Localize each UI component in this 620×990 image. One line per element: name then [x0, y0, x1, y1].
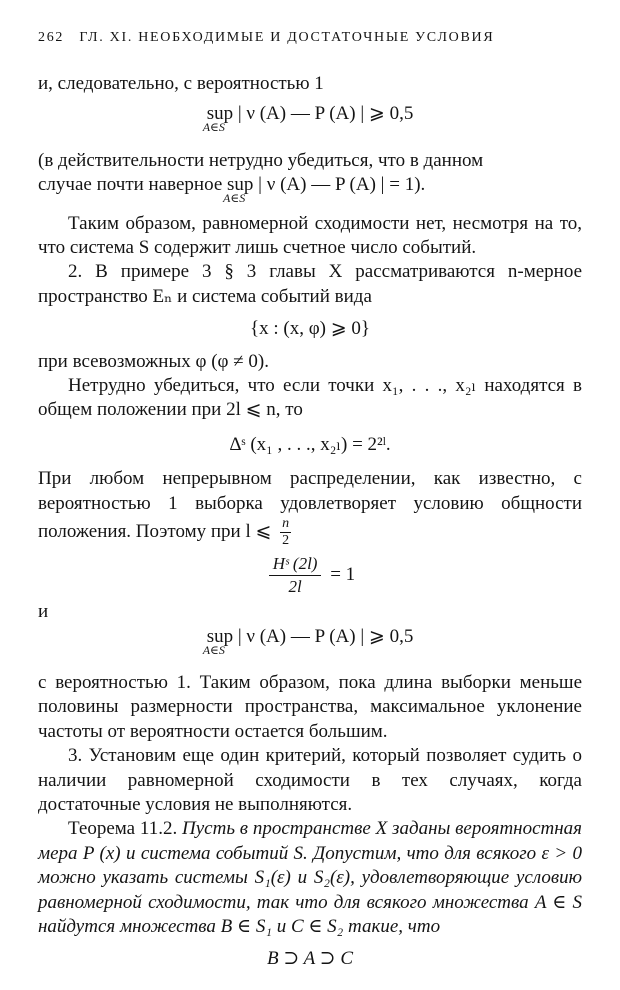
paragraph-2-line-2	[38, 173, 582, 206]
paragraph-8: и	[38, 601, 49, 623]
formula-growth-ratio	[38, 553, 582, 598]
growth-denominator: 2l	[288, 577, 302, 597]
chapter-title: ГЛ. XI. НЕОБХОДИМЫЕ И ДОСТАТОЧНЫЕ УСЛОВИЯ	[79, 30, 495, 45]
growth-numerator: Hˢ (2l)	[269, 553, 322, 576]
paragraph-7-text: При любом непрерывном распределении, как известно, с вероятностью 1 выборка удовлетворяет условию общности положения. Поэтому при l ⩽	[38, 468, 582, 542]
theorem-11-2	[38, 817, 582, 939]
paragraph-1: и, следовательно, с вероятностью 1	[38, 73, 324, 94]
paragraph-2-line-2-text: случае почти наверное	[38, 174, 223, 196]
paragraph-2-line-1: (в действительности нетрудно убедиться, что в данном	[38, 149, 484, 171]
formula-delta: Δˢ (x₁ , . . ., x₂ₗ) = 2²ˡ.	[229, 433, 391, 455]
paragraph-7	[38, 467, 582, 549]
theorem-statement: Пусть в пространстве X заданы вероятностная мера P (x) и система событий S. Допустим, что для всякого ε > 0 можно указать системы S₁(ε) и S₂(ε), удовлетворяющие условию равномерной сходимости, так что для всякого множества A ∈ S найдутся множества B ∈ S₁ и C ∈ S₂ такие, что	[38, 818, 583, 937]
paragraph-2-sup-subscript: A∈S	[223, 191, 246, 206]
paragraph-9: с вероятностью 1. Таким образом, пока длина выборки меньше половины размерности пространства, максимальное уклонение частоты от вероятности остается большим.	[38, 671, 582, 742]
paragraph-2-sup-expression: sup | ν (A) — P (A) | = 1).	[227, 174, 426, 196]
page-number: 262	[38, 30, 65, 45]
paragraph-3: Таким образом, равномерной сходимости нет, несмотря на то, что система S содержит лишь счетное число событий.	[38, 212, 582, 259]
paragraph-5: при всевозможных φ (φ ≠ 0).	[38, 350, 269, 372]
growth-fraction	[269, 553, 322, 598]
paragraph-10: 3. Установим еще один критерий, который позволяет судить о наличии равномерной сходимости в тех случаях, когда достаточные условия не выполняются.	[38, 745, 582, 815]
formula-sup-1-text: sup | ν (A) — P (A) | ⩾ 0,5	[206, 103, 414, 125]
fraction-numerator: n	[282, 516, 290, 532]
paragraph-4: 2. В примере 3 § 3 главы X рассматриваются n-мерное пространство Eₙ и система событий вида	[38, 261, 582, 307]
paragraph-6: Нетрудно убедиться, что если точки x₁, . . ., x₂ₗ находятся в общем положении при 2l ⩽ n, то	[38, 375, 582, 421]
theorem-label: Теорема 11.2.	[68, 818, 178, 840]
formula-inclusion: B ⊃ A ⊃ C	[266, 948, 354, 970]
running-header	[38, 28, 582, 48]
growth-rhs: = 1	[330, 563, 356, 585]
fraction-denominator: 2	[282, 533, 290, 549]
formula-sup-2-text: sup | ν (A) — P (A) | ⩾ 0,5	[206, 625, 414, 647]
formula-sup-2	[38, 625, 582, 657]
formula-sup-1	[38, 102, 582, 135]
formula-sup-1-subscript: A∈S	[202, 120, 225, 135]
fraction-n-over-2	[280, 516, 291, 549]
formula-sup-2-subscript: A∈S	[202, 642, 225, 657]
formula-event-set: {x : (x, φ) ⩾ 0}	[249, 318, 371, 340]
